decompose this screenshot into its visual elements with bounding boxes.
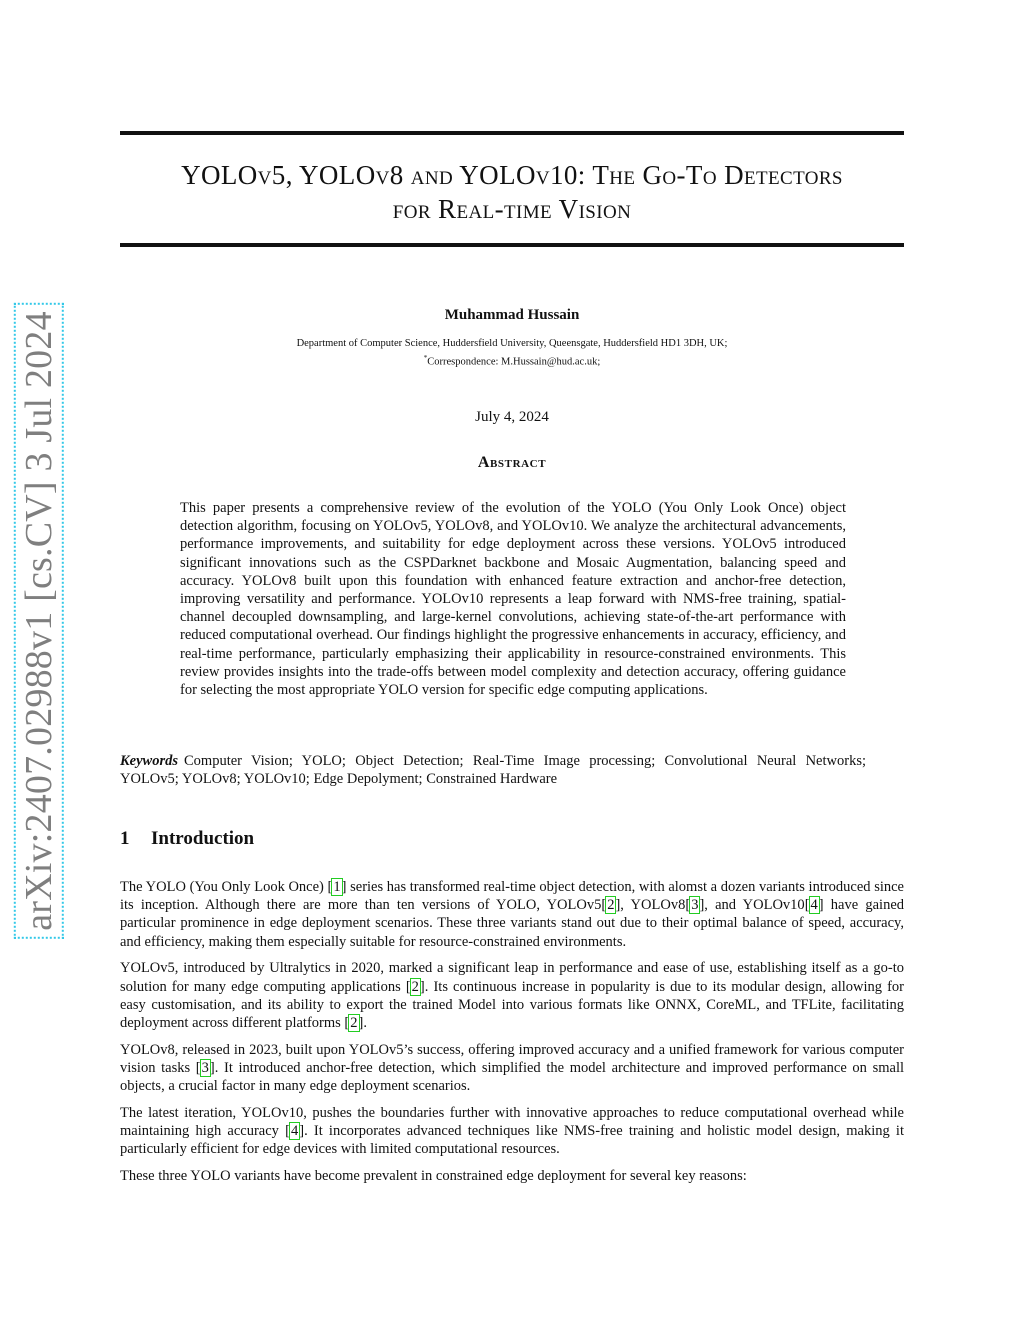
text-run: series has transformed real-time object detection, with alomst a dozen variants introduced since its inception. Although there are more than ten versions of YOLO, YOLOv5 (120, 879, 904, 914)
author-name: Muhammad Hussain (444, 307, 580, 323)
paragraph-5: These three YOLO variants have become prevalent in constrained edge deployment for several key reasons: (120, 1167, 747, 1184)
text-run: The YOLO (You Only Look Once) (120, 879, 328, 895)
text-run: . It introduced anchor-free detection, which simplified the model architecture and improved performance on small objects, a crucial factor in many edge deployment scenarios. (120, 1059, 905, 1095)
text-run: , and YOLOv10 (704, 897, 805, 914)
keywords-text: Computer Vision; YOLO; Object Detection; Real-Time Image processing; Convolutional Neural Networks; YOLOv5; YOLOv8; YOLOv10; Edge Depolyment; Constrained Hardware (120, 753, 866, 787)
citation-link[interactable]: 2 (411, 978, 419, 995)
citation-link[interactable]: 2 (607, 897, 615, 914)
paragraph-4: The latest iteration, YOLOv10, pushes the boundaries further with innovative approaches to reduce computational overhead while maintaining high accuracy [4]. It incorporates advanced techniques like NMS-free training and holistic model design, making it particularly efficient for edge devices with limited computational resources. (120, 1104, 904, 1158)
citation-link[interactable]: 3 (691, 897, 699, 914)
keywords (120, 752, 866, 788)
text-run: . (363, 1014, 367, 1031)
arxiv-stamp-link[interactable]: arXiv:2407.02988v1 [cs.CV] 3 Jul 2024 (14, 303, 64, 939)
title-line-2: for Real-time Vision (392, 194, 632, 224)
paper-date: July 4, 2024 (475, 409, 549, 425)
affiliation (0, 337, 1024, 370)
abstract-heading: Abstract (477, 454, 547, 471)
text-run: . It incorporates advanced techniques like NMS-free training and holistic model design, making it particularly efficient for edge devices with limited computational resources. (120, 1122, 904, 1158)
text-run: have gained particular prominence in edge deployment scenarios. These three variants stand out due to their optimal balance of speed, accuracy, and efficiency, making them especially suitable for resource-constrained environments. (120, 897, 905, 950)
citation-link[interactable]: 1 (333, 879, 341, 895)
text-run: YOLOv5, introduced by Ultralytics in 2020, marked a significant leap in performance and ease of use, establishing itself as a go-to solution for many edge computing applications (120, 960, 904, 995)
section-heading (120, 828, 254, 850)
keywords-label: Keywords (120, 753, 178, 769)
correspondence-email: Correspondence: M.Hussain@hud.ac.uk; (427, 356, 601, 368)
text-run: The latest iteration, YOLOv10, pushes the boundaries further with innovative approaches to reduce computational overhead while maintaining high accuracy (120, 1104, 904, 1139)
text-run: . Its continuous increase in popularity is due to its modular design, allowing for easy customisation, and its ability to export the trained Model into various formats like ONNX, CoreML, and TFLite, facilitating deployment across different platforms (120, 978, 904, 1031)
section-number: 1 (120, 828, 130, 849)
citation-link[interactable]: 2 (350, 1014, 358, 1031)
paper-title (120, 158, 904, 226)
paragraph-3: YOLOv8, released in 2023, built upon YOLOv5’s success, offering improved accuracy and a unified framework for various computer vision tasks [3]. It introduced anchor-free detection, which simplified the model architecture and improved performance on small objects, a crucial factor in many edge deployment scenarios. (120, 1041, 905, 1095)
citation-link[interactable]: 4 (290, 1122, 299, 1139)
text-run: YOLOv8, released in 2023, built upon YOLOv5’s success, offering improved accuracy and a unified framework for various computer vision tasks (120, 1041, 904, 1076)
correspondence-star: * (423, 354, 428, 362)
affiliation-line: Department of Computer Science, Huddersfield University, Queensgate, Huddersfield HD1 3DH, UK; (296, 338, 728, 349)
citation-link[interactable]: 3 (201, 1059, 209, 1076)
text-run: , YOLOv8 (620, 897, 686, 914)
section-title: Introduction (151, 828, 255, 849)
title-top-rule (120, 131, 904, 135)
abstract-text: This paper presents a comprehensive review of the evolution of the YOLO (You Only Look Once) object detection algorithm, focusing on YOLOv5, YOLOv8, and YOLOv10. We analyze the architectural advancements, performance improvements, and suitability for edge deployment across these versions. YOLOv5 introduced significant innovations such as the CSPDarknet backbone and Mosaic Augmentation, balancing speed and accuracy. YOLOv8 built upon this foundation with enhanced feature extraction and anchor-free detection, improving versatility and performance. YOLOv10 represents a leap forward with NMS-free training, spatial-channel decoupled downsampling, and large-kernel convolutions, achieving state-of-the-art performance with reduced computational overhead. Our findings highlight the progressive enhancements in accuracy, efficiency, and real-time performance, particularly emphasizing their applicability in resource-constrained environments. This review provides insights into the trade-offs between model complexity and detection accuracy, offering guidance for selecting the most appropriate YOLO version for specific edge computing applications. (180, 500, 846, 699)
correspondence-line (0, 351, 1024, 370)
citation-link[interactable]: 4 (810, 897, 818, 914)
paragraph-2: YOLOv5, introduced by Ultralytics in 2020, marked a significant leap in performance and ease of use, establishing itself as a go-to solution for many edge computing applications [2]. Its continuous increase in popularity is due to its modular design, allowing for easy customisation, and its ability to export the trained Model into various formats like ONNX, CoreML, and TFLite, facilitating deployment across different platforms [2]. (120, 960, 904, 1031)
section-body (120, 878, 904, 1194)
paragraph-1: The YOLO (You Only Look Once) [1] series has transformed real-time object detection, with alomst a dozen variants introduced since its inception. Although there are more than ten versions of YOLO, YOLOv5[2], YOLOv8[3], and YOLOv10[4] have gained particular prominence in edge deployment scenarios. These three variants stand out due to their optimal balance of speed, accuracy, and efficiency, making them especially suitable for resource-constrained environments. (120, 879, 905, 950)
title-line-1: YOLOv5, YOLOv8 and YOLOv10: The Go-To Detectors (181, 160, 843, 190)
title-bottom-rule (120, 243, 904, 247)
